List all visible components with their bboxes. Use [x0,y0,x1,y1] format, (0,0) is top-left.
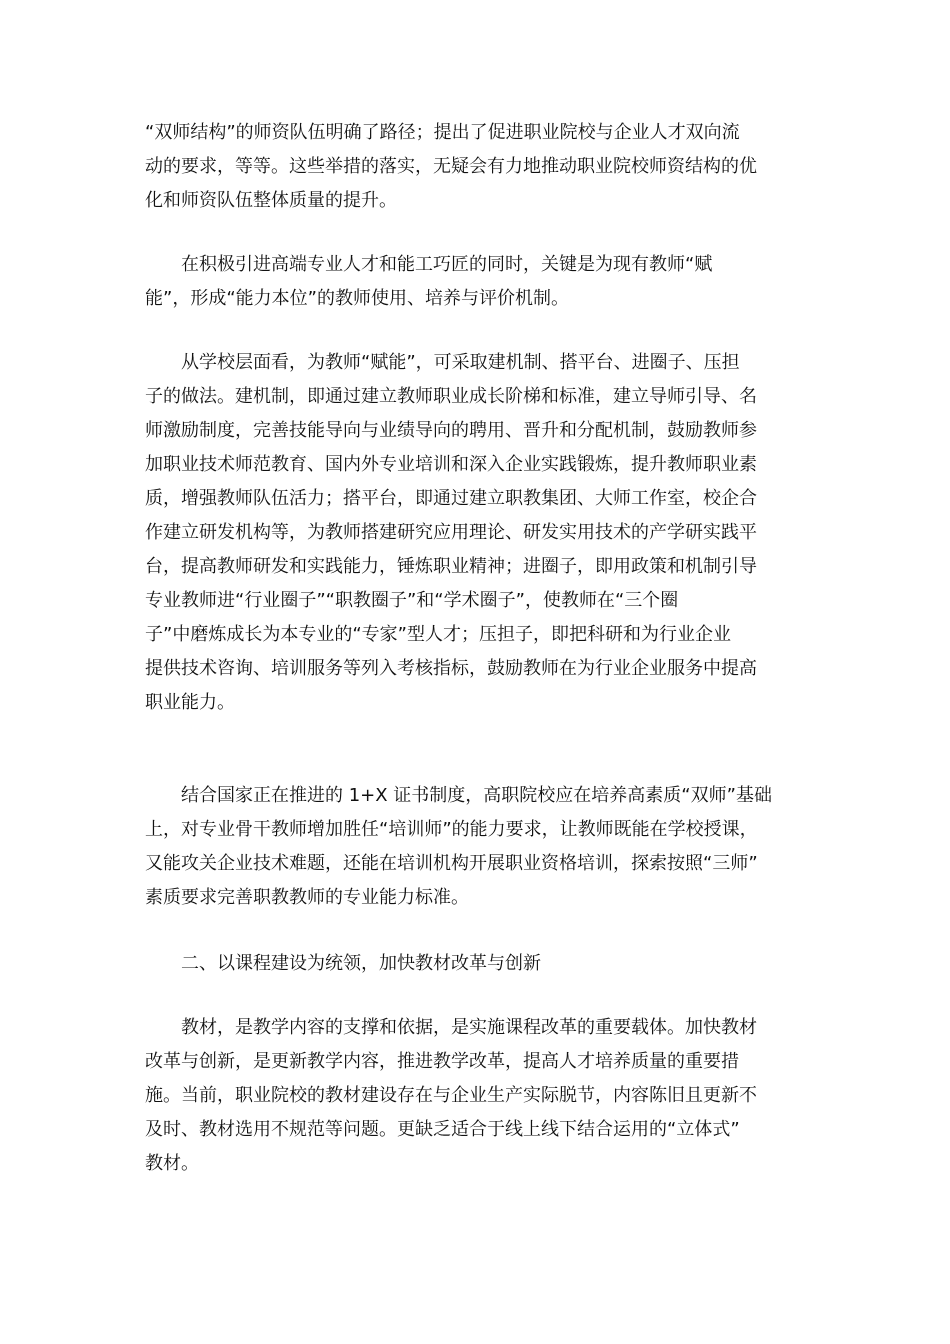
paragraph-2 [145,248,712,316]
text-line: 化和师资队伍整体质量的提升。 [145,190,397,211]
text-line: 台，提高教师研发和实践能力，锤炼职业精神；进圈子，即用政策和机制引导 [145,556,757,577]
paragraph-5 [145,1011,757,1181]
text-line: 动的要求，等等。这些举措的落实，无疑会有力地推动职业院校师资结构的优 [145,156,757,177]
paragraph-3 [145,346,757,720]
text-line: 提供技术咨询、培训服务等列入考核指标，鼓励教师在为行业企业服务中提高 [145,658,757,679]
text-line: 素质要求完善职教教师的专业能力标准。 [145,887,469,908]
text-line: 改革与创新，是更新教学内容，推进教学改革，提高人才培养质量的重要措 [145,1051,739,1072]
text-line: 及时、教材选用不规范等问题。更缺乏适合于线上线下结合运用的“立体式” [145,1119,740,1140]
heading-line: 二、以课程建设为统领，加快教材改革与创新 [145,953,541,974]
text-line: 专业教师进“行业圈子”“职教圈子”和“学术圈子”，使教师在“三个圈 [145,590,679,611]
text-line: 从学校层面看，为教师“赋能”，可采取建机制、搭平台、进圈子、压担 [145,352,740,373]
text-line: 子”中磨炼成长为本专业的“专家”型人才；压担子，即把科研和为行业企业 [145,624,731,645]
text-line: 结合国家正在推进的 1+X 证书制度，高职院校应在培养高素质“双师”基础 [145,785,772,806]
text-line: 子的做法。建机制，即通过建立教师职业成长阶梯和标准，建立导师引导、名 [145,386,757,407]
text-line: 作建立研发机构等，为教师搭建研究应用理论、研发实用技术的产学研实践平 [145,522,757,543]
text-line: 上，对专业骨干教师增加胜任“培训师”的能力要求，让教师既能在学校授课， [145,819,758,840]
paragraph-1 [145,116,757,218]
paragraph-4 [145,779,772,915]
text-line: 又能攻关企业技术难题，还能在培训机构开展职业资格培训，探索按照“三师” [145,853,758,874]
text-line: 在积极引进高端专业人才和能工巧匠的同时，关键是为现有教师“赋 [145,254,713,275]
text-line: 施。当前，职业院校的教材建设存在与企业生产实际脱节，内容陈旧且更新不 [145,1085,757,1106]
text-line: 质，增强教师队伍活力；搭平台，即通过建立职教集团、大师工作室，校企合 [145,488,757,509]
text-line: 加职业技术师范教育、国内外专业培训和深入企业实践锻炼，提升教师职业素 [145,454,757,475]
text-line: 职业能力。 [145,692,235,713]
section-heading [145,947,541,981]
text-line: 能”，形成“能力本位”的教师使用、培养与评价机制。 [145,288,569,309]
text-line: 师激励制度，完善技能导向与业绩导向的聘用、晋升和分配机制，鼓励教师参 [145,420,757,441]
text-line: 教材，是教学内容的支撑和依据，是实施课程改革的重要载体。加快教材 [145,1017,757,1038]
text-line: “双师结构”的师资队伍明确了路径；提出了促进职业院校与企业人才双向流 [145,122,740,143]
text-line: 教材。 [145,1153,199,1174]
